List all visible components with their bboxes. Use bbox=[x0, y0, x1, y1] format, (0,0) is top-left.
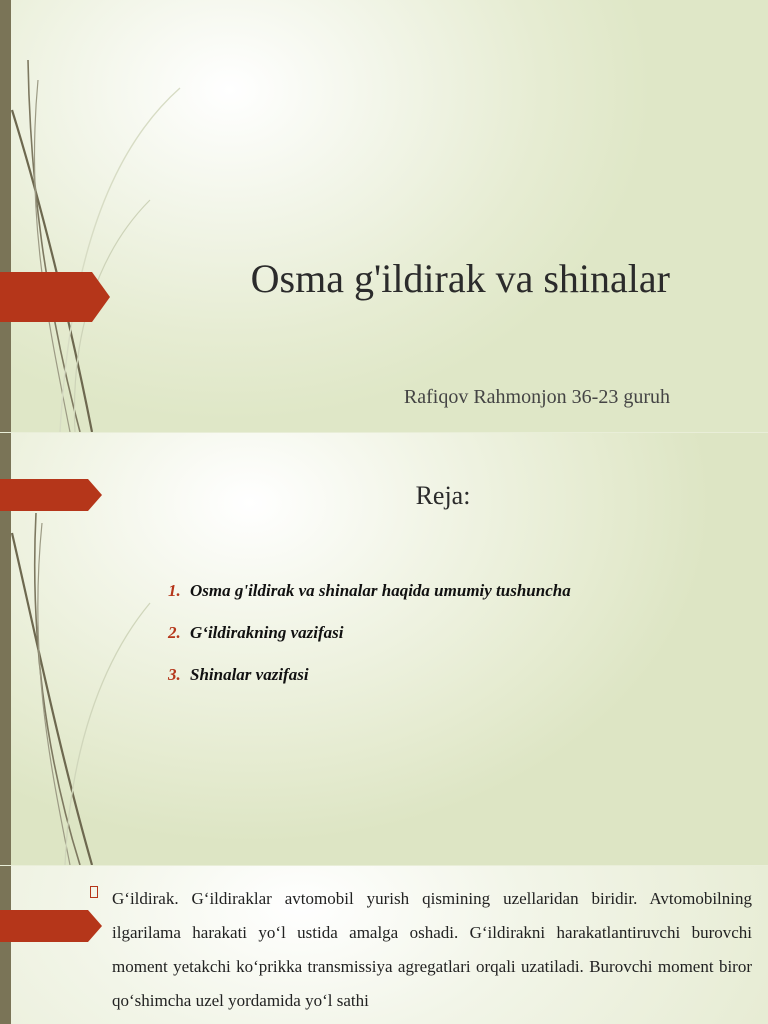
red-arrow-tab bbox=[0, 272, 110, 322]
plan-heading: Reja: bbox=[415, 481, 471, 510]
slide-plan bbox=[0, 433, 768, 865]
red-arrow-tab bbox=[0, 910, 102, 942]
slide-title bbox=[0, 0, 768, 432]
page-title: Osma g'ildirak va shinalar bbox=[250, 256, 670, 301]
body-paragraph: G‘ildirak. G‘ildiraklar avtomobil yurish qismining uzellaridan biridir. Avtomobilning ilgarilama harakati yo‘l ustida amalga oshadi. G‘ildirakni harakatlantiruvchi burovchi moment yetakchi ko‘prikka transmissiya agregatlari orqali uzatiladi. Burovchi moment biror qo‘shimcha uzel yordamida yo‘l sathi bbox=[112, 889, 752, 1010]
author-subtitle: Rafiqov Rahmonjon 36-23 guruh bbox=[403, 386, 670, 408]
left-accent-bar bbox=[0, 866, 11, 1024]
list-item: 1. Osma g'ildirak va shinalar haqida umumiy tushuncha bbox=[168, 581, 571, 600]
bullet-icon bbox=[90, 886, 98, 898]
plan-list bbox=[168, 579, 571, 705]
list-item: 2. G‘ildirakning vazifasi bbox=[168, 623, 344, 642]
slide-content bbox=[0, 866, 768, 1024]
decorative-swirl bbox=[0, 0, 220, 432]
left-accent-bar bbox=[0, 0, 11, 432]
list-item: 3. Shinalar vazifasi bbox=[168, 665, 309, 684]
